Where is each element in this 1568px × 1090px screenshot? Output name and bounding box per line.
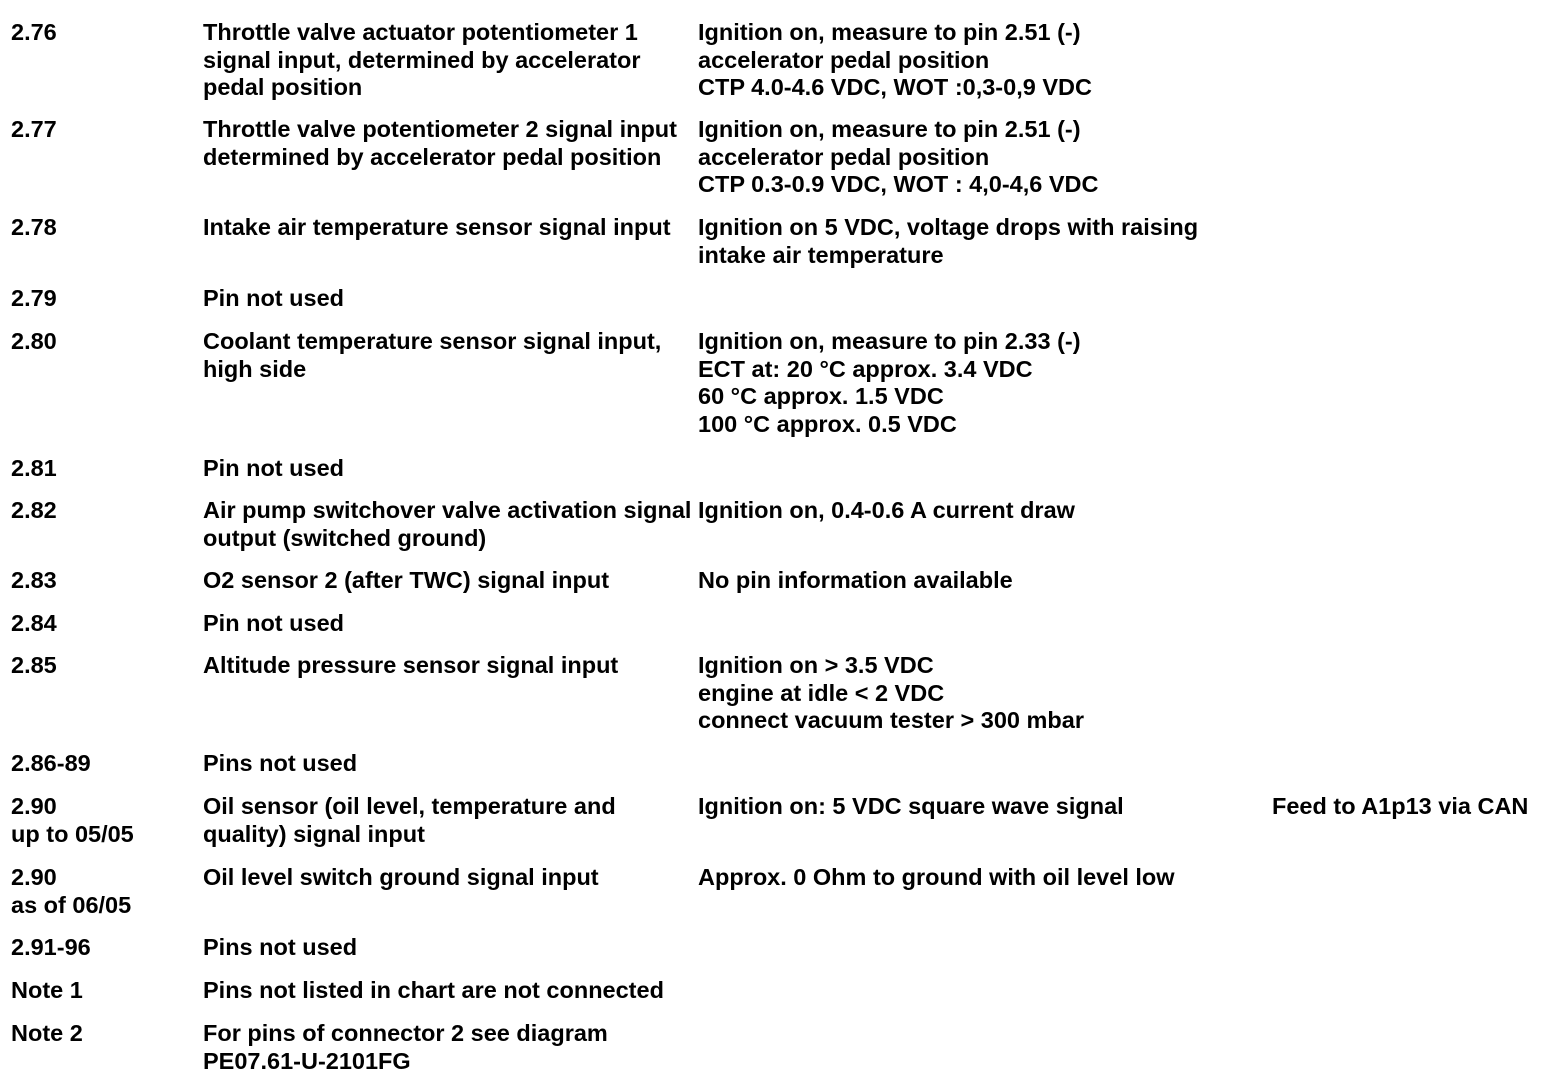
pin-description: Intake air temperature sensor signal input — [203, 214, 671, 240]
pin-description: Coolant temperature sensor signal input, high side — [203, 328, 662, 382]
test-condition: Ignition on 5 VDC, voltage drops with raising intake air temperature — [698, 214, 1199, 268]
pin-number: Note 1 — [11, 977, 83, 1003]
test-condition: Ignition on, measure to pin 2.51 (-) accelerator pedal position CTP 0.3-0.9 VDC, WOT : 4,0-4,6 VDC — [698, 116, 1099, 197]
pin-description: Oil level switch ground signal input — [203, 864, 599, 890]
pin-description: Air pump switchover valve activation signal output (switched ground) — [203, 497, 692, 551]
pin-description: Pins not listed in chart are not connected — [203, 977, 664, 1003]
test-condition: Approx. 0 Ohm to ground with oil level low — [698, 864, 1175, 890]
pin-description: For pins of connector 2 see diagram PE07.61-U-2101FG — [203, 1020, 608, 1074]
pin-number: 2.82 — [11, 497, 57, 523]
pin-number: 2.90 as of 06/05 — [11, 864, 132, 918]
pin-description: Pins not used — [203, 934, 358, 960]
pin-number: 2.84 — [11, 610, 57, 636]
pin-number: 2.77 — [11, 116, 57, 142]
pin-number: 2.80 — [11, 328, 57, 354]
pin-description: Oil sensor (oil level, temperature and quality) signal input — [203, 793, 616, 847]
pin-description: Throttle valve potentiometer 2 signal input determined by accelerator pedal position — [203, 116, 677, 170]
test-condition: Ignition on, measure to pin 2.51 (-) accelerator pedal position CTP 4.0-4.6 VDC, WOT :0,3-0,9 VDC — [698, 19, 1092, 100]
pin-number: 2.81 — [11, 455, 57, 481]
pin-number: 2.86-89 — [11, 750, 91, 776]
pin-number: 2.79 — [11, 285, 57, 311]
pin-number: Note 2 — [11, 1020, 83, 1046]
pin-description: Pin not used — [203, 455, 344, 481]
pin-description: Pin not used — [203, 610, 344, 636]
pin-description: Pins not used — [203, 750, 358, 776]
pin-number: 2.91-96 — [11, 934, 91, 960]
test-condition: Ignition on > 3.5 VDC engine at idle < 2 VDC connect vacuum tester > 300 mbar — [698, 652, 1084, 733]
pin-number: 2.83 — [11, 567, 57, 593]
pin-description: Pin not used — [203, 285, 344, 311]
pin-note: Feed to A1p13 via CAN — [1272, 793, 1529, 819]
test-condition: Ignition on, 0.4-0.6 A current draw — [698, 497, 1075, 523]
pin-description: O2 sensor 2 (after TWC) signal input — [203, 567, 610, 593]
pin-number: 2.78 — [11, 214, 57, 240]
pin-number: 2.90 up to 05/05 — [11, 793, 134, 847]
pin-number: 2.85 — [11, 652, 57, 678]
test-condition: Ignition on, measure to pin 2.33 (-) ECT at: 20 °C approx. 3.4 VDC 60 °C approx. 1.5 VDC 100 °C approx. 0.5 VDC — [698, 328, 1081, 437]
pin-description: Altitude pressure sensor signal input — [203, 652, 619, 678]
pin-number: 2.76 — [11, 19, 57, 45]
pin-description: Throttle valve actuator potentiometer 1 signal input, determined by accelerator pedal position — [203, 19, 641, 100]
test-condition: No pin information available — [698, 567, 1013, 593]
test-condition: Ignition on: 5 VDC square wave signal — [698, 793, 1124, 819]
